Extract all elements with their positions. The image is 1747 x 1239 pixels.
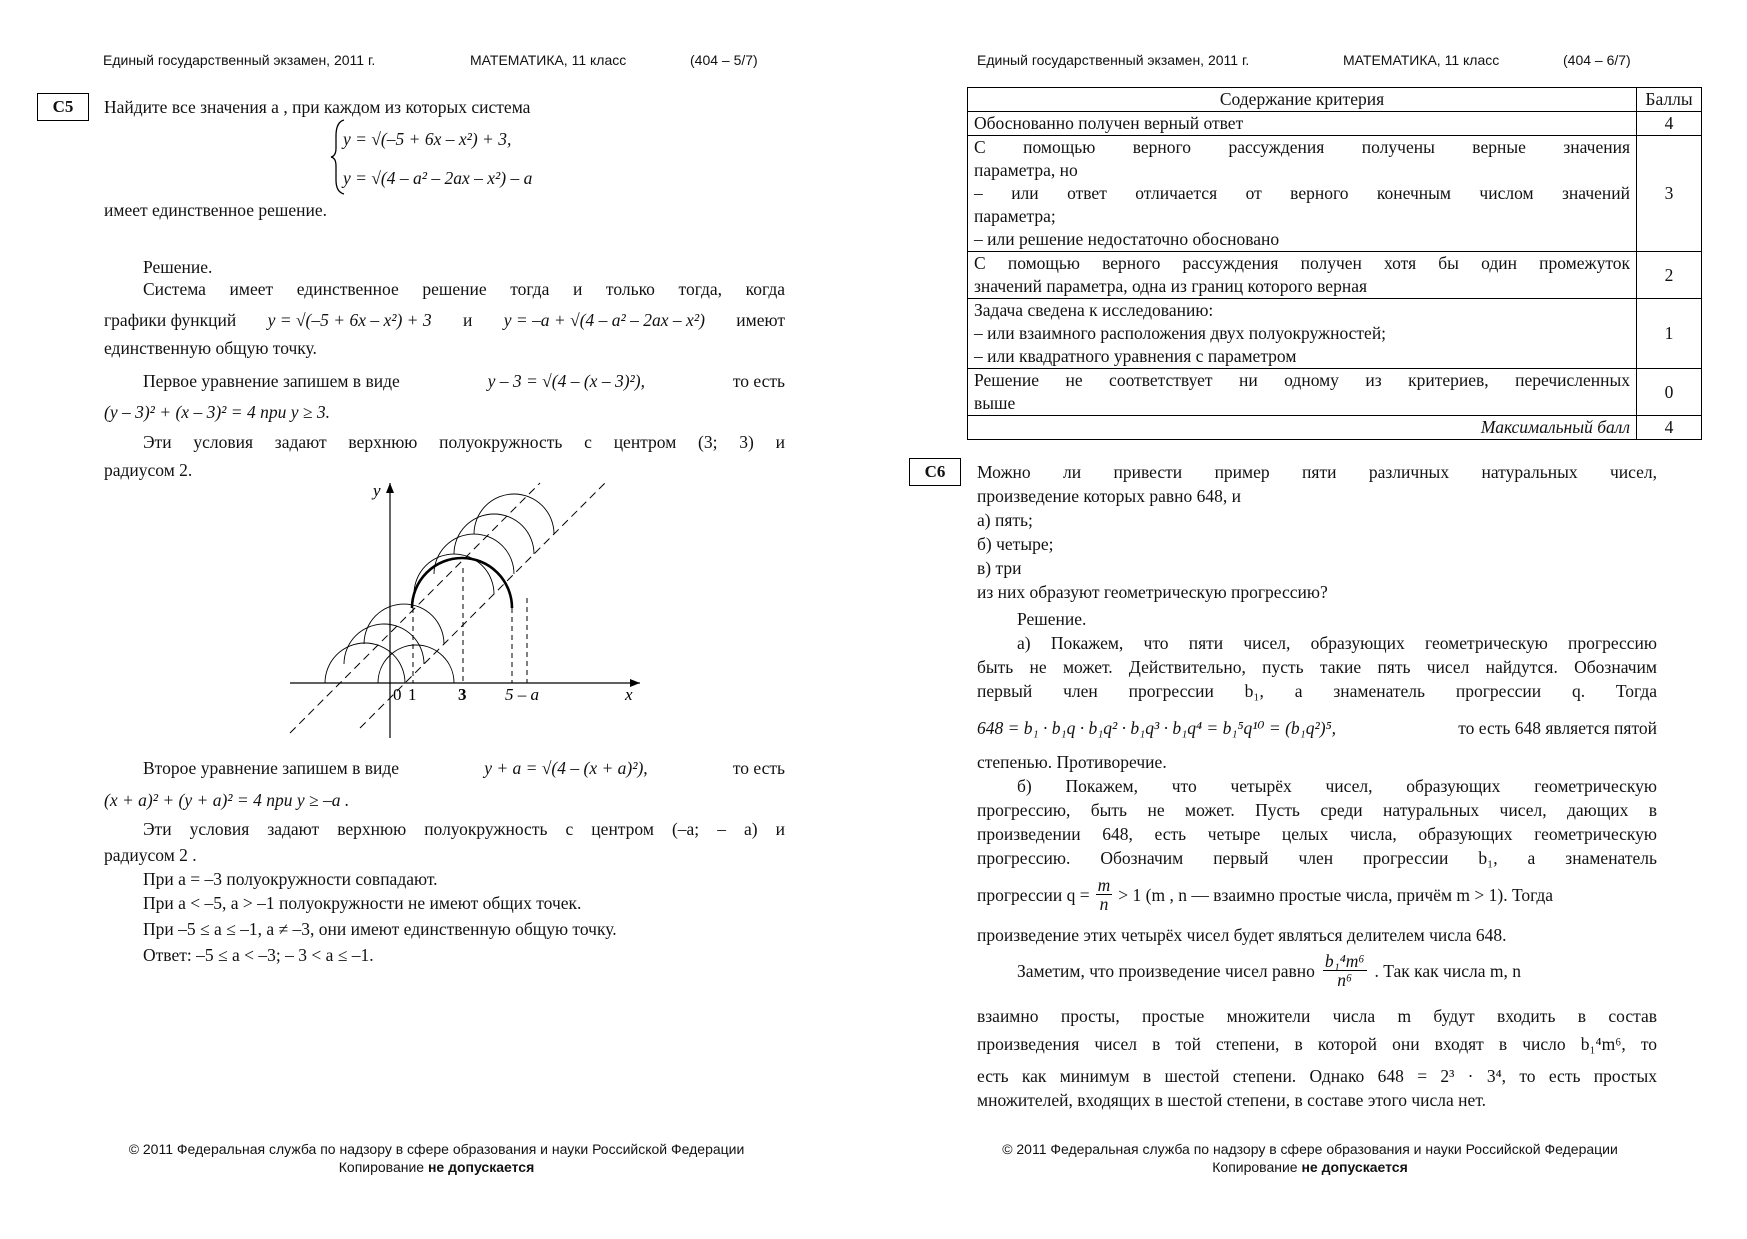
- row1-desc: Обоснованно получен верный ответ: [968, 112, 1637, 136]
- row3-score: 2: [1637, 252, 1702, 299]
- row2-score: 3: [1637, 136, 1702, 252]
- row2-line3: – или ответ отличается от верного конечным числом значений: [974, 183, 1631, 203]
- p3-line2: радиусом 2.: [104, 460, 193, 480]
- q-end: из них образуют геометрическую прогрессию?: [977, 582, 1328, 602]
- p1-func-2: y = –a + √(4 – a² – 2ax – x²): [503, 310, 705, 330]
- c-line2: взаимно просты, простые множители числа m будут входить в состав: [977, 1006, 1657, 1026]
- c-line5: множителей, входящих в шестой степени, в составе этого числа нет.: [977, 1090, 1487, 1110]
- right-page: [873, 0, 1747, 1239]
- table-header-row: [968, 88, 1702, 112]
- table-row: [968, 252, 1702, 299]
- graph-tick-1: 1: [408, 685, 417, 704]
- b-line6: произведение этих четырёх чисел будет являться делителем числа 648.: [977, 925, 1507, 945]
- header-code: (404 – 5/7): [690, 52, 758, 68]
- table-row-max: [968, 416, 1702, 440]
- b-line2: прогрессию, быть не может. Пусть среди натуральных чисел, дающих в: [977, 800, 1657, 820]
- row5-line2: выше: [974, 393, 1016, 413]
- table-row: [968, 112, 1702, 136]
- task-end: имеет единственное решение.: [104, 200, 327, 220]
- p4-line2: (x + a)² + (y + a)² = 4 при y ≥ –a .: [104, 790, 350, 810]
- footer-copy-line: [0, 1158, 873, 1176]
- task-intro: Найдите все значения a , при каждом из которых система: [104, 97, 531, 117]
- row4-desc: [968, 299, 1637, 369]
- footer-copy-bold: не допускается: [1301, 1159, 1408, 1175]
- p1-line1: Система имеет единственное решение тогда и только тогда, когда: [143, 279, 785, 299]
- q-option-c: в) три: [977, 558, 1022, 578]
- row2-desc: [968, 136, 1637, 252]
- row4-line2: – или взаимного расположения двух полуокружностей;: [974, 323, 1387, 343]
- semicircle-bold: [412, 558, 512, 608]
- p2-line1: [143, 369, 785, 393]
- footer: [873, 1140, 1747, 1176]
- row4-line1: Задача сведена к исследованию:: [974, 300, 1214, 320]
- c-line1-a: Заметим, что произведение чисел равно: [1017, 960, 1315, 981]
- c-line1-b: . Так как числа m, n: [1374, 960, 1521, 981]
- criteria-table: [967, 87, 1702, 440]
- b-line3: произведении 648, есть четыре целых числа, образующих геометрическую: [977, 824, 1657, 844]
- p4-text-b: то есть: [732, 758, 785, 778]
- a-line2: быть не может. Действительно, пусть такие пять чисел найдутся. Обозначим: [977, 657, 1657, 677]
- row4-score: 1: [1637, 299, 1702, 369]
- graph-tick-5a: 5 – a: [505, 685, 539, 704]
- b-line4: прогрессию. Обозначим первый член прогрессии b₁, а знаменатель: [977, 848, 1657, 868]
- b-line5-a: прогрессии q =: [977, 884, 1090, 905]
- b-line5-b: > 1 (m , n — взаимно простые числа, причём m > 1). Тогда: [1118, 884, 1554, 905]
- p1-text-b: имеют: [736, 310, 785, 330]
- header-subject: МАТЕМАТИКА, 11 класс: [1343, 52, 1500, 68]
- semicircle-thin-6: [454, 514, 534, 554]
- th-criterion: Содержание критерия: [968, 88, 1637, 112]
- footer: [0, 1140, 873, 1176]
- b-frac-num: m: [1097, 875, 1111, 895]
- q-line1: Можно ли привести пример пяти различных натуральных чисел,: [977, 462, 1657, 482]
- system-eq-2: y = √(4 – a² – 2ax – x²) – a: [343, 168, 533, 188]
- table-row: [968, 136, 1702, 252]
- q-option-a: а) пять;: [977, 510, 1033, 530]
- p1-line2: [104, 308, 785, 332]
- max-score: 4: [1637, 416, 1702, 440]
- c-line3: произведения чисел в той степени, в которой они входят в число b₁⁴m⁶, то: [977, 1034, 1657, 1054]
- row2-line5: – или решение недостаточно обосновано: [974, 229, 1280, 249]
- solution-title: Решение.: [143, 257, 213, 277]
- c-frac-num: b₁⁴m⁶: [1324, 951, 1365, 971]
- p4-text-a: Второе уравнение запишем в виде: [143, 758, 400, 778]
- a-line4-text: то есть 648 является пятой: [1458, 718, 1657, 738]
- p7: При a < –5, a > –1 полуокружности не имеют общих точек.: [143, 893, 582, 913]
- c-frac-den: n⁶: [1337, 970, 1353, 990]
- footer-copyright: © 2011 Федеральная служба по надзору в сфере образования и науки Российской Федерации: [128, 1141, 745, 1157]
- footer-copyright: © 2011 Федеральная служба по надзору в сфере образования и науки Российской Федерации: [1002, 1141, 1618, 1157]
- left-page: [0, 0, 873, 1239]
- b-line5: [977, 876, 1657, 913]
- table-row: [968, 369, 1702, 416]
- b-line1: б) Покажем, что четырёх чисел, образующих геометрическую: [1017, 776, 1657, 796]
- header-exam: Единый государственный экзамен, 2011 г.: [977, 52, 1250, 68]
- footer-copy-bold: не допускается: [427, 1159, 535, 1175]
- p2-text-a: Первое уравнение запишем в виде: [143, 371, 400, 391]
- p1-text-a: графики функций: [104, 310, 237, 330]
- graph-y-label: y: [373, 481, 381, 500]
- a-equation: 648 = b₁ · b₁q · b₁q² · b₁q³ · b₁q⁴ = b₁⁵q¹⁰ = (b₁q²)⁵,: [977, 718, 1337, 738]
- q-line2: произведение которых равно 648, и: [977, 486, 1241, 506]
- footer-copy-text: Копирование: [1212, 1159, 1298, 1175]
- row4-line3: – или квадратного уравнения с параметром: [974, 346, 1297, 366]
- c-line4: есть как минимум в шестой степени. Однако 648 = 2³ · 3⁴, то есть простых: [977, 1066, 1657, 1086]
- p5-line2: радиусом 2 .: [104, 845, 197, 865]
- footer-copy-line: [873, 1158, 1747, 1176]
- a-line1: а) Покажем, что пяти чисел, образующих геометрическую прогрессию: [1017, 633, 1657, 653]
- footer-copy-text: Копирование: [338, 1159, 425, 1175]
- task-label-c5: C5: [37, 93, 89, 121]
- p1-and: и: [462, 310, 473, 330]
- a-line3: первый член прогрессии b₁, а знаменатель прогрессии q. Тогда: [977, 681, 1657, 701]
- row3-desc: [968, 252, 1637, 299]
- p3-line1: Эти условия задают верхнюю полуокружность с центром (3; 3) и: [143, 432, 785, 452]
- c-fraction: [1323, 952, 1367, 989]
- p1-func-1: y = √(–5 + 6x – x²) + 3: [267, 310, 432, 330]
- row3-line1: С помощью верного рассуждения получен хотя бы один промежуток: [974, 253, 1631, 273]
- header-code: (404 – 6/7): [1563, 52, 1631, 68]
- solution-title: Решение.: [1017, 609, 1087, 629]
- a-line5: степенью. Противоречие.: [977, 752, 1167, 772]
- graph-tick-0: 0: [393, 685, 402, 704]
- graph-tick-3: 3: [458, 685, 467, 704]
- b-frac-den: n: [1099, 894, 1109, 914]
- max-label: Максимальный балл: [968, 416, 1637, 440]
- p4-line1: [143, 756, 785, 780]
- p4-eq: y + a = √(4 – (x + a)²),: [484, 758, 648, 778]
- row2-line1: С помощью верного рассуждения получены верные значения: [974, 137, 1631, 157]
- semicircle-thin-7: [474, 494, 554, 534]
- table-row: [968, 299, 1702, 369]
- y-axis-arrow: [386, 483, 394, 493]
- semicircle-thin-5: [434, 534, 514, 574]
- row5-desc: [968, 369, 1637, 416]
- p2-eq: y – 3 = √(4 – (x – 3)²),: [487, 371, 645, 391]
- p6: При a = –3 полуокружности совпадают.: [143, 869, 438, 889]
- row2-line4: параметра;: [974, 206, 1056, 226]
- row3-line2: значений параметра, одна из границ которого верная: [974, 276, 1368, 296]
- b-fraction: [1096, 876, 1113, 913]
- task-label-c6: C6: [909, 458, 961, 486]
- semicircle-thin-1: [325, 643, 405, 683]
- header-exam: Единый государственный экзамен, 2011 г.: [103, 52, 376, 68]
- p2-text-b: то есть: [732, 371, 785, 391]
- row1-score: 4: [1637, 112, 1702, 136]
- system-eq-1: y = √(–5 + 6x – x²) + 3,: [343, 129, 512, 149]
- p5-line1: Эти условия задают верхнюю полуокружность с центром (–a; – a) и: [143, 819, 785, 839]
- row5-score: 0: [1637, 369, 1702, 416]
- q-option-b: б) четыре;: [977, 534, 1054, 554]
- row5-line1: Решение не соответствует ни одному из критериев, перечисленных: [974, 370, 1631, 390]
- p1-line3: единственную общую точку.: [104, 338, 317, 358]
- th-score: Баллы: [1637, 88, 1702, 112]
- semicircle-thin-3: [364, 604, 444, 644]
- p2-line2: (y – 3)² + (x – 3)² = 4 при y ≥ 3.: [104, 402, 330, 422]
- graph-x-label: x: [625, 685, 633, 704]
- answer: Ответ: –5 ≤ a < –3; – 3 < a ≤ –1.: [143, 945, 374, 965]
- header-subject: МАТЕМАТИКА, 11 класс: [470, 52, 627, 68]
- a-line4: [977, 716, 1657, 740]
- c-line1: [1017, 952, 1657, 989]
- semicircles-graph: [280, 478, 650, 748]
- p8: При –5 ≤ a ≤ –1, a ≠ –3, они имеют единственную общую точку.: [143, 919, 617, 939]
- row2-line2: параметра, но: [974, 160, 1078, 180]
